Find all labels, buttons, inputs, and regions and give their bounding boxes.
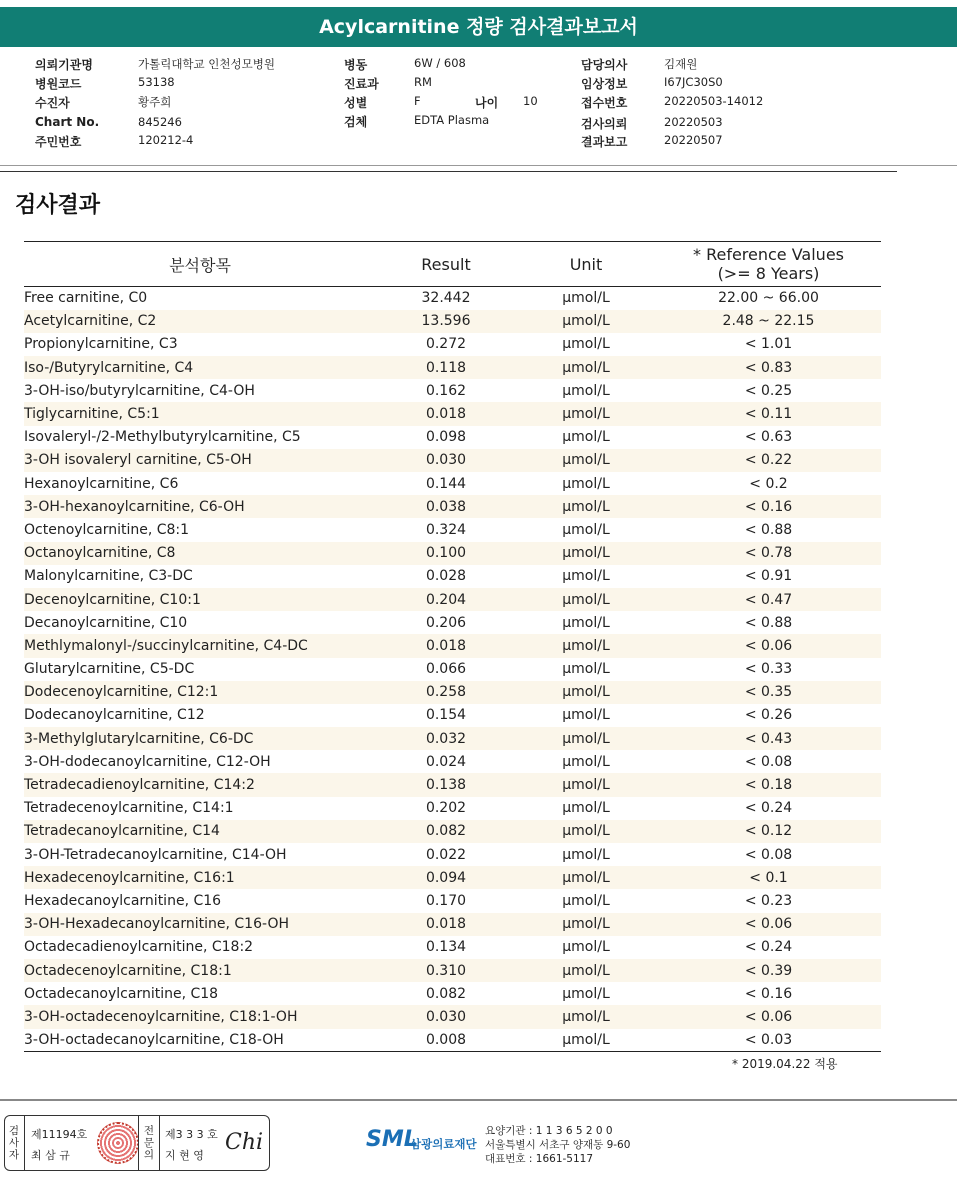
analyte-name: Tetradecanoylcarnitine, C14 bbox=[24, 820, 376, 843]
result-value: 0.024 bbox=[425, 753, 467, 770]
info-label: 병원코드 bbox=[35, 77, 82, 91]
info-value: RM bbox=[414, 75, 432, 89]
analyte-name: Decanoylcarnitine, C10 bbox=[24, 614, 188, 631]
analyte-name: Malonylcarnitine, C3-DC bbox=[24, 568, 193, 585]
analyte-name: Glutarylcarnitine, C5-DC bbox=[24, 661, 195, 678]
reference-value: < 0.23 bbox=[744, 892, 793, 909]
result-value: 0.324 bbox=[425, 521, 467, 538]
result-value: 0.018 bbox=[376, 402, 516, 425]
analyte-name: Free carnitine, C0 bbox=[24, 290, 148, 307]
result-value: 0.018 bbox=[376, 913, 516, 936]
table-row bbox=[24, 843, 881, 866]
analyte-name: Tiglycarnitine, C5:1 bbox=[24, 402, 376, 425]
analyte-name: Methlymalonyl-/succinylcarnitine, C4-DC bbox=[24, 634, 376, 657]
analyte-name: Propionylcarnitine, C3 bbox=[24, 336, 178, 353]
unit-value: μmol/L bbox=[516, 913, 656, 936]
info-label: Chart No. bbox=[35, 115, 100, 129]
table-row bbox=[24, 750, 881, 773]
table-row bbox=[24, 310, 881, 333]
analyte-name: 3-OH-octadecenoylcarnitine, C18:1-OH bbox=[24, 1005, 376, 1028]
result-value: 0.008 bbox=[376, 1029, 516, 1052]
info-label: 진료과 bbox=[344, 77, 379, 91]
unit-value: μmol/L bbox=[516, 1029, 656, 1052]
reference-value: < 0.91 bbox=[744, 568, 793, 585]
table-row bbox=[24, 287, 881, 310]
info-value: 황주희 bbox=[138, 95, 172, 109]
table-row bbox=[24, 820, 881, 843]
reference-value: < 0.03 bbox=[656, 1029, 881, 1052]
unit-value: μmol/L bbox=[562, 475, 610, 492]
result-value: 13.596 bbox=[376, 310, 516, 333]
table-row bbox=[24, 565, 881, 588]
reference-value: < 0.06 bbox=[656, 634, 881, 657]
unit-value: μmol/L bbox=[562, 290, 610, 307]
unit-value: μmol/L bbox=[562, 892, 610, 909]
analyte-name: 3-OH-dodecanoylcarnitine, C12-OH bbox=[24, 753, 271, 770]
info-value: 53138 bbox=[138, 75, 175, 89]
info-value: 가톨릭대학교 인천성모병원 bbox=[138, 57, 275, 71]
table-row bbox=[24, 797, 881, 820]
info-label: 담당의사 bbox=[581, 58, 628, 72]
reference-value: < 0.06 bbox=[656, 913, 881, 936]
unit-value: μmol/L bbox=[562, 939, 610, 956]
info-label: 임상정보 bbox=[581, 77, 628, 91]
unit-value: μmol/L bbox=[562, 336, 610, 353]
address: 서울특별시 서초구 양재동 9-60 bbox=[485, 1139, 631, 1151]
reference-value: 22.00 ~ 66.00 bbox=[718, 290, 819, 307]
analyte-name: Decenoylcarnitine, C10:1 bbox=[24, 588, 376, 611]
info-label: 검체 bbox=[344, 115, 368, 129]
info-label: 의뢰기관명 bbox=[35, 58, 93, 72]
reference-value: < 1.01 bbox=[744, 336, 793, 353]
table-row bbox=[24, 913, 881, 936]
examiner-name: 최 삼 규 bbox=[31, 1149, 70, 1162]
analyte-name: Hexadecanoylcarnitine, C16 bbox=[24, 892, 222, 909]
info-value: 845246 bbox=[138, 115, 182, 129]
header-result: Result bbox=[376, 242, 516, 287]
table-row bbox=[24, 333, 881, 356]
header-unit: Unit bbox=[516, 242, 656, 287]
table-row bbox=[24, 495, 881, 518]
reference-value: < 0.12 bbox=[656, 820, 881, 843]
unit-value: μmol/L bbox=[516, 727, 656, 750]
table-row bbox=[24, 889, 881, 912]
results-table bbox=[24, 241, 881, 1052]
info-label: 접수번호 bbox=[581, 96, 628, 110]
table-row bbox=[24, 959, 881, 982]
table-row bbox=[24, 936, 881, 959]
unit-value: μmol/L bbox=[516, 402, 656, 425]
unit-value: μmol/L bbox=[562, 707, 610, 724]
reference-value: < 0.33 bbox=[744, 661, 793, 678]
table-row bbox=[24, 518, 881, 541]
result-value: 32.442 bbox=[421, 290, 471, 307]
result-value: 0.018 bbox=[376, 634, 516, 657]
result-value: 0.022 bbox=[425, 846, 467, 863]
unit-value: μmol/L bbox=[562, 846, 610, 863]
unit-value: μmol/L bbox=[516, 310, 656, 333]
info-value: I67JC30S0 bbox=[664, 75, 723, 89]
table-row bbox=[24, 449, 881, 472]
unit-value: μmol/L bbox=[516, 820, 656, 843]
info-label: 결과보고 bbox=[581, 135, 628, 149]
divider bbox=[0, 171, 897, 172]
header-reference-line1: * Reference Values bbox=[692, 245, 844, 264]
reference-value: < 0.78 bbox=[656, 542, 881, 565]
analyte-name: Octanoylcarnitine, C8 bbox=[24, 542, 376, 565]
info-label: 주민번호 bbox=[35, 135, 82, 149]
analyte-name: Dodecanoylcarnitine, C12 bbox=[24, 707, 205, 724]
table-row bbox=[24, 588, 881, 611]
reference-value: < 0.39 bbox=[656, 959, 881, 982]
analyte-name: Tetradecadienoylcarnitine, C14:2 bbox=[24, 773, 376, 796]
result-value: 0.082 bbox=[376, 820, 516, 843]
info-value: 김재원 bbox=[664, 57, 698, 71]
table-row bbox=[24, 704, 881, 727]
table-row bbox=[24, 866, 881, 889]
unit-value: μmol/L bbox=[562, 614, 610, 631]
result-value: 0.038 bbox=[376, 495, 516, 518]
age-value: 10 bbox=[523, 94, 538, 108]
unit-value: μmol/L bbox=[516, 542, 656, 565]
table-row bbox=[24, 634, 881, 657]
unit-value: μmol/L bbox=[562, 753, 610, 770]
info-label: 병동 bbox=[344, 58, 368, 72]
specialist-label: 전문의 bbox=[143, 1125, 155, 1161]
reference-value: < 0.2 bbox=[749, 475, 788, 492]
table-header bbox=[24, 242, 881, 287]
info-value: 20220503 bbox=[664, 115, 723, 129]
reference-value: < 0.83 bbox=[656, 356, 881, 379]
analyte-name: 3-OH-Hexadecanoylcarnitine, C16-OH bbox=[24, 913, 376, 936]
analyte-name: Dodecenoylcarnitine, C12:1 bbox=[24, 681, 376, 704]
table-row bbox=[24, 402, 881, 425]
examiner-license: 제11194호 bbox=[31, 1128, 88, 1141]
unit-value: μmol/L bbox=[562, 985, 610, 1002]
section-title: 검사결과 bbox=[15, 193, 101, 218]
reference-note: * 2019.04.22 적용 bbox=[732, 1057, 838, 1071]
info-value: 20220507 bbox=[664, 133, 723, 147]
reference-value: 2.48 ~ 22.15 bbox=[656, 310, 881, 333]
info-value: 6W / 608 bbox=[414, 56, 466, 70]
reference-value: < 0.26 bbox=[744, 707, 793, 724]
unit-value: μmol/L bbox=[516, 588, 656, 611]
result-value: 0.202 bbox=[425, 800, 467, 817]
result-value: 0.258 bbox=[376, 681, 516, 704]
unit-value: μmol/L bbox=[516, 634, 656, 657]
reference-value: < 0.24 bbox=[744, 800, 793, 817]
handwritten-signature: Chi bbox=[225, 1130, 264, 1155]
seal-stamp bbox=[97, 1122, 139, 1164]
result-value: 0.094 bbox=[376, 866, 516, 889]
unit-value: μmol/L bbox=[562, 568, 610, 585]
table-row bbox=[24, 379, 881, 402]
unit-value: μmol/L bbox=[562, 800, 610, 817]
reference-value: < 0.43 bbox=[656, 727, 881, 750]
result-value: 0.272 bbox=[425, 336, 467, 353]
analyte-name: Hexadecenoylcarnitine, C16:1 bbox=[24, 866, 376, 889]
reference-value: < 0.25 bbox=[744, 382, 793, 399]
reference-value: < 0.63 bbox=[744, 429, 793, 446]
reference-value: < 0.16 bbox=[744, 985, 793, 1002]
analyte-name: 3-Methylglutarylcarnitine, C6-DC bbox=[24, 727, 376, 750]
info-label: 성별 bbox=[344, 96, 368, 110]
result-value: 0.030 bbox=[376, 449, 516, 472]
unit-value: μmol/L bbox=[562, 382, 610, 399]
header-reference-line2: (>= 8 Years) bbox=[717, 264, 820, 283]
result-value: 0.134 bbox=[425, 939, 467, 956]
analyte-name: Octadecenoylcarnitine, C18:1 bbox=[24, 959, 376, 982]
unit-value: μmol/L bbox=[516, 449, 656, 472]
table-row bbox=[24, 356, 881, 379]
analyte-name: 3-OH-Tetradecanoylcarnitine, C14-OH bbox=[24, 846, 287, 863]
reference-value: < 0.08 bbox=[744, 753, 793, 770]
result-value: 0.100 bbox=[376, 542, 516, 565]
examiner-label: 검사자 bbox=[8, 1125, 20, 1161]
reference-value: < 0.47 bbox=[656, 588, 881, 611]
reference-value: < 0.1 bbox=[656, 866, 881, 889]
result-value: 0.066 bbox=[425, 661, 467, 678]
result-value: 0.138 bbox=[376, 773, 516, 796]
unit-value: μmol/L bbox=[516, 495, 656, 518]
reference-value: < 0.35 bbox=[656, 681, 881, 704]
table-row bbox=[24, 773, 881, 796]
reference-value: < 0.88 bbox=[744, 614, 793, 631]
report-title: Acylcarnitine 정량 검사결과보고서 bbox=[0, 7, 957, 47]
result-value: 0.310 bbox=[376, 959, 516, 982]
analyte-name: Hexanoylcarnitine, C6 bbox=[24, 475, 179, 492]
reference-value: < 0.22 bbox=[656, 449, 881, 472]
analyte-name: Octenoylcarnitine, C8:1 bbox=[24, 521, 190, 538]
table-row bbox=[24, 1029, 881, 1052]
reference-value: < 0.18 bbox=[656, 773, 881, 796]
result-value: 0.144 bbox=[425, 475, 467, 492]
reference-value: < 0.88 bbox=[744, 521, 793, 538]
result-value: 0.028 bbox=[425, 568, 467, 585]
result-value: 0.204 bbox=[376, 588, 516, 611]
result-value: 0.082 bbox=[425, 985, 467, 1002]
table-row bbox=[24, 1005, 881, 1028]
unit-value: μmol/L bbox=[562, 661, 610, 678]
info-value: F bbox=[414, 94, 421, 108]
unit-value: μmol/L bbox=[516, 866, 656, 889]
analyte-name: Acetylcarnitine, C2 bbox=[24, 310, 376, 333]
analyte-name: Octadecadienoylcarnitine, C18:2 bbox=[24, 939, 254, 956]
table-row bbox=[24, 426, 881, 449]
result-value: 0.032 bbox=[376, 727, 516, 750]
analyte-name: 3-OH isovaleryl carnitine, C5-OH bbox=[24, 449, 376, 472]
table-row bbox=[24, 611, 881, 634]
unit-value: μmol/L bbox=[516, 356, 656, 379]
unit-value: μmol/L bbox=[516, 959, 656, 982]
reference-value: < 0.16 bbox=[656, 495, 881, 518]
table-row bbox=[24, 658, 881, 681]
info-value: 120212-4 bbox=[138, 133, 194, 147]
unit-value: μmol/L bbox=[562, 521, 610, 538]
table-row bbox=[24, 681, 881, 704]
reference-value: < 0.08 bbox=[744, 846, 793, 863]
foundation-name: 삼광의료재단 bbox=[410, 1137, 477, 1151]
result-value: 0.206 bbox=[425, 614, 467, 631]
result-value: 0.162 bbox=[425, 382, 467, 399]
unit-value: μmol/L bbox=[516, 773, 656, 796]
phone: 대표번호 : 1661-5117 bbox=[485, 1153, 594, 1165]
analyte-name: Isovaleryl-/2-Methylbutyrylcarnitine, C5 bbox=[24, 429, 301, 446]
specialist-license: 제3 3 3 호 bbox=[165, 1128, 218, 1141]
signature-box bbox=[4, 1115, 270, 1171]
table-row bbox=[24, 982, 881, 1005]
footer-contact bbox=[485, 1124, 630, 1166]
divider bbox=[0, 1099, 957, 1101]
info-value: EDTA Plasma bbox=[414, 113, 490, 127]
unit-value: μmol/L bbox=[562, 429, 610, 446]
result-value: 0.030 bbox=[376, 1005, 516, 1028]
logo-mark: SML bbox=[366, 1127, 418, 1152]
unit-value: μmol/L bbox=[516, 1005, 656, 1028]
header-reference bbox=[656, 242, 881, 287]
reference-value: < 0.11 bbox=[656, 402, 881, 425]
analyte-name: 3-OH-hexanoylcarnitine, C6-OH bbox=[24, 495, 376, 518]
result-value: 0.118 bbox=[376, 356, 516, 379]
result-value: 0.098 bbox=[425, 429, 467, 446]
header-item: 분석항목 bbox=[24, 242, 376, 287]
divider bbox=[0, 165, 957, 166]
analyte-name: Octadecanoylcarnitine, C18 bbox=[24, 985, 219, 1002]
reference-value: < 0.24 bbox=[744, 939, 793, 956]
info-value: 20220503-14012 bbox=[664, 94, 764, 108]
info-label: 수진자 bbox=[35, 96, 70, 110]
table-row bbox=[24, 472, 881, 495]
table-row bbox=[24, 727, 881, 750]
institution-code: 요양기관 : 1 1 3 6 5 2 0 0 bbox=[485, 1125, 613, 1137]
result-value: 0.170 bbox=[425, 892, 467, 909]
analyte-name: Iso-/Butyrylcarnitine, C4 bbox=[24, 356, 376, 379]
analyte-name: Tetradecenoylcarnitine, C14:1 bbox=[24, 800, 234, 817]
analyte-name: 3-OH-iso/butyrylcarnitine, C4-OH bbox=[24, 382, 255, 399]
analyte-name: 3-OH-octadecanoylcarnitine, C18-OH bbox=[24, 1029, 376, 1052]
age-label: 나이 bbox=[475, 96, 499, 110]
specialist-name: 지 현 영 bbox=[165, 1149, 204, 1162]
info-label: 검사의뢰 bbox=[581, 117, 628, 131]
unit-value: μmol/L bbox=[516, 681, 656, 704]
result-value: 0.154 bbox=[425, 707, 467, 724]
reference-value: < 0.06 bbox=[656, 1005, 881, 1028]
table-row bbox=[24, 542, 881, 565]
